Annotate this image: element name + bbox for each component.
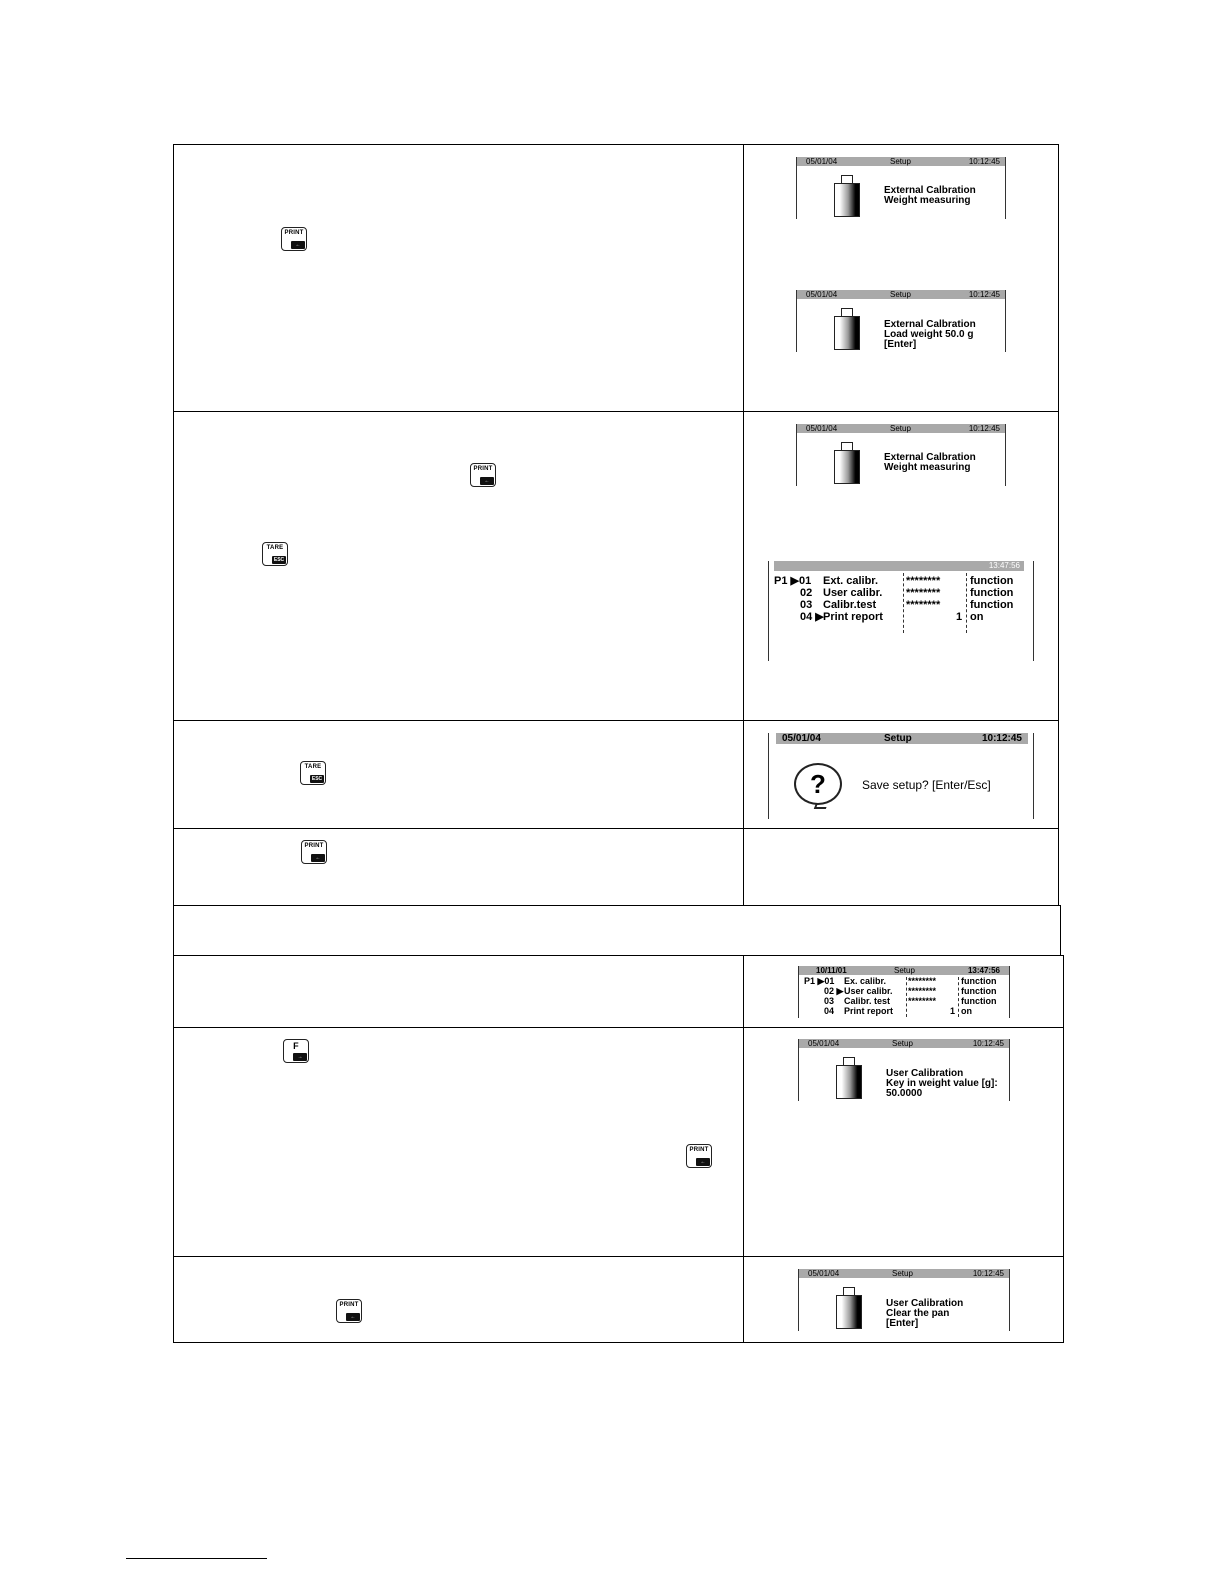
menu-row-value: 1 <box>950 1006 956 1016</box>
lcd-status-bar <box>798 1269 1010 1278</box>
lcd-line: External Calbration <box>884 185 976 196</box>
menu-row-type: function <box>961 996 997 1006</box>
lcd-status-bar <box>798 1039 1010 1048</box>
menu-row-prefix: P1 ▶01 <box>774 575 812 587</box>
tare-key-icon <box>262 542 288 566</box>
menu-row-name: Print report <box>844 1006 894 1016</box>
lcd-line: External Calbration <box>884 319 976 330</box>
print-key-icon <box>470 463 496 487</box>
menu-row-type: function <box>970 575 1014 587</box>
lcd-mode: Setup <box>892 1039 913 1048</box>
right-arrow-icon: → <box>293 1053 307 1061</box>
menu-row-prefix: 04 ▶ <box>800 611 824 623</box>
menu-row-name: Calibr.test <box>823 599 877 611</box>
row-divider <box>173 720 1059 721</box>
lcd-mode: Setup <box>894 966 915 975</box>
menu-row-name: Calibr. test <box>844 996 891 1006</box>
lcd-time: 13:47:56 <box>988 561 1020 570</box>
column-divider <box>743 955 744 1343</box>
menu-row-name: Ex. calibr. <box>844 976 887 986</box>
print-key-label: PRINT <box>339 1302 359 1308</box>
lcd-status-bar <box>774 561 1024 571</box>
print-key-icon <box>336 1299 362 1323</box>
menu-row-value: ******** <box>906 587 941 599</box>
menu-row-name: Ext. calibr. <box>823 575 879 587</box>
lcd-time: 13:47:56 <box>967 966 1000 975</box>
menu-row-type: function <box>970 587 1014 599</box>
menu-row-value: 1 <box>956 611 963 623</box>
menu-row-value: ******** <box>908 996 937 1006</box>
print-key-label: PRINT <box>689 1147 709 1153</box>
lcd-date: 05/01/04 <box>806 290 838 299</box>
print-key-icon <box>301 840 327 864</box>
menu-row-prefix: 04 <box>824 1006 835 1016</box>
f-key-icon <box>283 1039 309 1063</box>
lcd-date: 05/01/04 <box>808 1039 840 1048</box>
lcd-line: Load weight 50.0 g <box>884 329 974 340</box>
menu-row-value: ******** <box>906 575 941 587</box>
lcd-status-bar <box>776 733 1028 744</box>
tare-key-icon <box>300 761 326 785</box>
enter-arrow-icon: ← <box>346 1313 360 1321</box>
menu-row-prefix: 03 <box>800 599 813 611</box>
lcd-date: 05/01/04 <box>808 1269 840 1278</box>
print-key-label: PRINT <box>284 230 304 236</box>
lcd-mode: Setup <box>890 424 911 433</box>
lcd-status-bar <box>796 290 1006 299</box>
lcd-line: [Enter] <box>884 339 917 350</box>
lcd-line: Weight measuring <box>884 195 971 206</box>
menu-row-type: on <box>961 1006 972 1016</box>
menu-row-prefix: 03 <box>824 996 835 1006</box>
lcd-screen-save-setup <box>768 733 1034 819</box>
enter-arrow-icon: ← <box>480 477 494 485</box>
lcd-mode: Setup <box>884 733 912 744</box>
menu-row-prefix: 02 ▶ <box>824 986 844 996</box>
print-key-label: PRINT <box>304 843 324 849</box>
lcd-status-bar <box>796 424 1006 433</box>
lcd-message: Save setup? [Enter/Esc] <box>862 778 991 792</box>
lcd-time: 10:12:45 <box>981 733 1022 744</box>
weight-value-field: 50.0000 <box>886 1088 923 1099</box>
menu-row-name: User calibr. <box>844 986 893 996</box>
lcd-mode: Setup <box>892 1269 913 1278</box>
print-key-icon <box>686 1144 712 1168</box>
lcd-mode: Setup <box>890 157 911 166</box>
menu-row-value: ******** <box>908 976 937 986</box>
menu-row-type: on <box>970 611 984 623</box>
menu-row-type: function <box>970 599 1014 611</box>
lcd-line: [Enter] <box>886 1318 919 1329</box>
lcd-status-bar <box>796 157 1006 166</box>
menu-row-name: User calibr. <box>823 587 883 599</box>
lcd-line: Weight measuring <box>884 462 971 473</box>
lcd-screen-user-calibration-menu <box>798 966 1010 1018</box>
lcd-date: 05/01/04 <box>782 733 821 744</box>
menu-row-value: ******** <box>906 599 941 611</box>
lcd-mode: Setup <box>890 290 911 299</box>
lcd-time: 10:12:45 <box>968 424 1000 433</box>
lcd-screen-calibration-menu <box>768 561 1034 661</box>
enter-arrow-icon: ← <box>696 1158 710 1166</box>
lcd-time: 10:12:45 <box>968 290 1000 299</box>
lcd-time: 10:12:45 <box>968 157 1000 166</box>
menu-row-value: ******** <box>908 986 937 996</box>
menu-row-prefix: 02 <box>800 587 813 599</box>
tare-key-label: TARE <box>266 545 284 551</box>
lcd-line: User Calibration <box>886 1298 964 1309</box>
lcd-date: 05/01/04 <box>806 157 838 166</box>
footnote-separator <box>126 1558 267 1559</box>
row-divider <box>173 1027 1064 1028</box>
row-divider <box>173 411 1059 412</box>
print-key-icon <box>281 227 307 251</box>
lcd-screen-load-weight <box>796 290 1006 352</box>
f-key-label: F <box>293 1041 299 1051</box>
esc-label: ESC <box>273 557 285 563</box>
lcd-line: Clear the pan <box>886 1308 950 1319</box>
lcd-time: 10:12:45 <box>972 1039 1004 1048</box>
question-bubble-icon: ? <box>794 763 842 805</box>
lcd-date: 05/01/04 <box>806 424 838 433</box>
tare-key-label: TARE <box>304 764 322 770</box>
section-header-row <box>173 905 1061 956</box>
row-divider <box>173 1256 1064 1257</box>
lcd-screen-weight-measuring <box>796 424 1006 486</box>
lcd-screen-weight-measuring <box>796 157 1006 219</box>
menu-row-type: function <box>961 976 997 986</box>
lcd-line: External Calbration <box>884 452 976 463</box>
lcd-screen-clear-pan <box>798 1269 1010 1331</box>
enter-arrow-icon: ← <box>311 854 325 862</box>
lcd-time: 10:12:45 <box>972 1269 1004 1278</box>
menu-row-prefix: P1 ▶01 <box>804 976 835 986</box>
lcd-line: Key in weight value [g]: <box>886 1078 998 1089</box>
row-divider <box>173 828 1059 829</box>
column-divider <box>743 144 744 906</box>
enter-arrow-icon: ← <box>291 241 305 249</box>
menu-row-name: Print report <box>823 611 883 623</box>
menu-row-type: function <box>961 986 997 996</box>
esc-label: ESC <box>311 776 323 782</box>
lcd-screen-key-in-weight <box>798 1039 1010 1101</box>
lcd-status-bar <box>798 966 1010 975</box>
lcd-date: 10/11/01 <box>816 966 847 975</box>
print-key-label: PRINT <box>473 466 493 472</box>
lcd-line: User Calibration <box>886 1068 964 1079</box>
